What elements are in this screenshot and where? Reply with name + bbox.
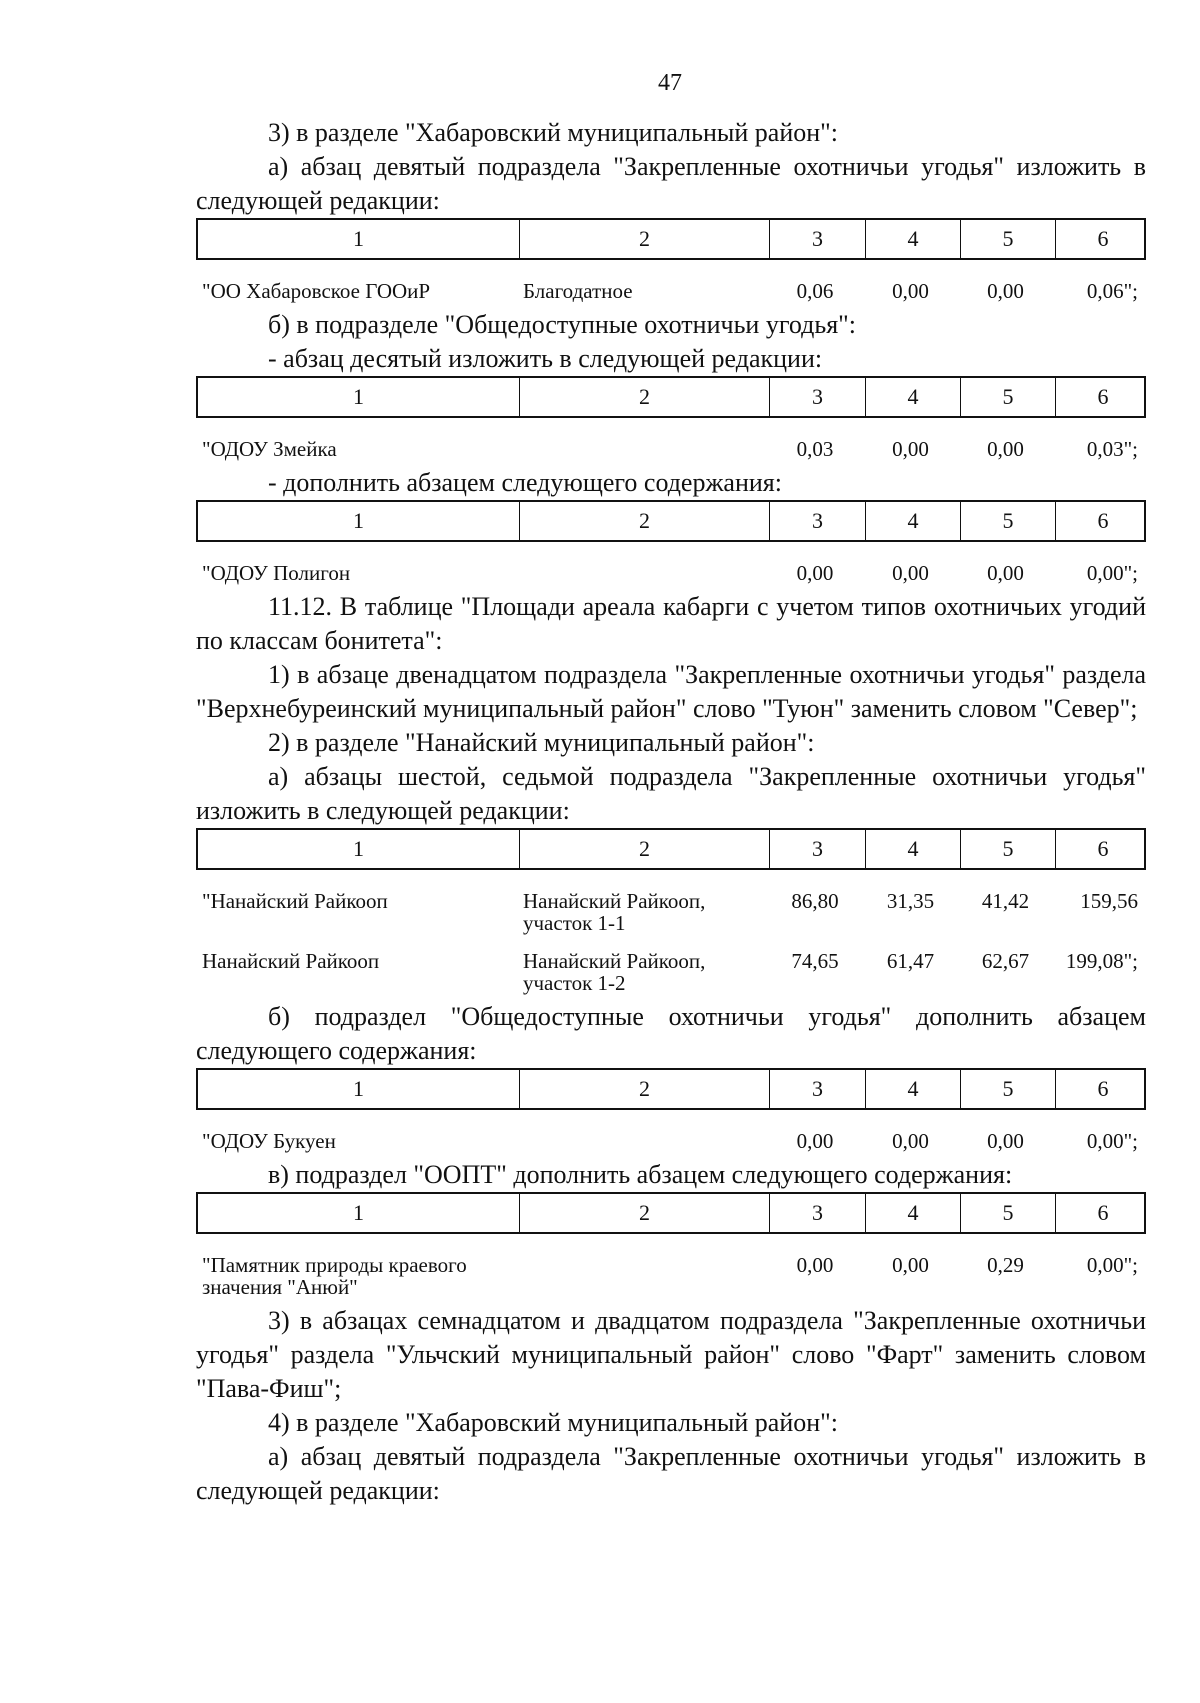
table-header bbox=[196, 1068, 1146, 1110]
paragraph: б) подраздел "Общедоступные охотничьи угодья" дополнить абзацем следующего содержания: bbox=[196, 1002, 1146, 1065]
header-cell: 2 bbox=[519, 220, 769, 258]
table-row bbox=[196, 950, 1146, 994]
paragraph: а) абзац девятый подраздела "Закрепленные охотничьи угодья" изложить в следующей редакции: bbox=[196, 152, 1146, 215]
table-cell: 0,00 bbox=[796, 561, 834, 585]
paragraph: а) абзац девятый подраздела "Закрепленные охотничьи угодья" изложить в следующей редакции: bbox=[196, 1442, 1146, 1505]
paragraph: 2) в разделе "Нанайский муниципальный район": bbox=[268, 728, 815, 757]
header-cell: 1 bbox=[353, 1076, 364, 1101]
table-cell: 41,42 bbox=[981, 889, 1030, 913]
table-cell: 0,06"; bbox=[1086, 279, 1138, 303]
table-cell: 0,00 bbox=[796, 1253, 834, 1277]
header-cell: 1 bbox=[353, 836, 364, 861]
table-cell bbox=[517, 438, 767, 460]
table-cell: "Нанайский Райкооп bbox=[202, 889, 388, 913]
table-row bbox=[196, 280, 1146, 302]
header-cell: 2 bbox=[519, 1070, 769, 1108]
header-cell: 5 bbox=[960, 220, 1055, 258]
table-cell: 199,08"; bbox=[1065, 949, 1138, 973]
header-cell: 1 bbox=[353, 1200, 364, 1225]
data-table bbox=[196, 1192, 1146, 1298]
table-cell bbox=[517, 562, 767, 584]
header-cell: 6 bbox=[1055, 220, 1150, 258]
table-header bbox=[196, 828, 1146, 870]
table-cell: 31,35 bbox=[886, 889, 935, 913]
table-cell: Нанайский Райкооп, участок 1-1 bbox=[523, 889, 706, 935]
table-cell: 0,00 bbox=[892, 437, 929, 461]
table-cell: Благодатное bbox=[523, 279, 633, 303]
paragraph: 3) в разделе "Хабаровский муниципальный район": bbox=[268, 118, 839, 147]
table-cell: 0,00"; bbox=[1086, 1129, 1138, 1153]
header-cell: 6 bbox=[1055, 1070, 1150, 1108]
table-row bbox=[196, 562, 1146, 584]
header-cell: 6 bbox=[1055, 1194, 1150, 1232]
table-cell: 74,65 bbox=[791, 949, 839, 973]
data-table bbox=[196, 828, 1146, 994]
header-cell: 4 bbox=[865, 378, 960, 416]
paragraph: 3) в абзацах семнадцатом и двадцатом подраздела "Закрепленные охотничьи угодья" раздела "Ульчский муниципальный район" слово "Фарт" заменить словом "Пава-Фиш"; bbox=[196, 1306, 1146, 1403]
table-cell: "ОДОУ Полигон bbox=[202, 561, 351, 585]
table-cell: 0,03 bbox=[796, 437, 834, 461]
header-cell: 2 bbox=[519, 502, 769, 540]
table-cell: Нанайский Райкооп bbox=[202, 949, 380, 973]
header-cell: 5 bbox=[960, 830, 1055, 868]
table-header bbox=[196, 376, 1146, 418]
header-cell: 4 bbox=[865, 502, 960, 540]
document-body bbox=[196, 116, 1146, 1508]
table-cell: 0,00"; bbox=[1086, 1253, 1138, 1277]
header-cell: 6 bbox=[1055, 502, 1150, 540]
table-cell: 0,00 bbox=[987, 437, 1024, 461]
header-cell: 3 bbox=[769, 378, 865, 416]
table-cell: "Памятник природы краевого значения "Анюй" bbox=[202, 1253, 467, 1299]
paragraph: б) в подразделе "Общедоступные охотничьи угодья": bbox=[268, 310, 856, 339]
header-cell: 4 bbox=[865, 220, 960, 258]
table-cell: 0,00"; bbox=[1086, 561, 1138, 585]
header-cell: 6 bbox=[1055, 378, 1150, 416]
table-row bbox=[196, 1130, 1146, 1152]
table-cell bbox=[517, 1130, 767, 1152]
header-cell: 5 bbox=[960, 502, 1055, 540]
header-cell: 6 bbox=[1055, 830, 1150, 868]
table-cell bbox=[517, 1254, 767, 1298]
table-row bbox=[196, 1254, 1146, 1298]
table-row bbox=[196, 890, 1146, 934]
table-cell: "ОО Хабаровское ГООиР bbox=[202, 279, 431, 303]
header-cell: 3 bbox=[769, 1194, 865, 1232]
table-cell: 86,80 bbox=[791, 889, 839, 913]
paragraph: 11.12. В таблице "Площади ареала кабарги с учетом типов охотничьих угодий по классам бонитета": bbox=[196, 592, 1146, 655]
table-header bbox=[196, 1192, 1146, 1234]
table-cell: 0,00 bbox=[796, 1129, 834, 1153]
header-cell: 3 bbox=[769, 1070, 865, 1108]
page-number: 47 bbox=[658, 70, 682, 96]
paragraph: а) абзацы шестой, седьмой подраздела "Закрепленные охотничьи угодья" изложить в следующей редакции: bbox=[196, 762, 1146, 825]
data-table bbox=[196, 1068, 1146, 1152]
data-table bbox=[196, 376, 1146, 460]
table-cell: 0,00 bbox=[987, 279, 1024, 303]
header-cell: 2 bbox=[519, 1194, 769, 1232]
header-cell: 2 bbox=[519, 830, 769, 868]
header-cell: 5 bbox=[960, 1194, 1055, 1232]
data-table bbox=[196, 500, 1146, 584]
header-cell: 1 bbox=[353, 508, 364, 533]
table-cell: 0,03"; bbox=[1086, 437, 1138, 461]
table-cell: 0,00 bbox=[892, 1253, 929, 1277]
data-table bbox=[196, 218, 1146, 302]
header-cell: 5 bbox=[960, 378, 1055, 416]
table-cell: 0,00 bbox=[892, 279, 929, 303]
table-cell: 0,00 bbox=[987, 561, 1024, 585]
table-cell: "ОДОУ Змейка bbox=[202, 437, 337, 461]
header-cell: 3 bbox=[769, 220, 865, 258]
table-cell: Нанайский Райкооп, участок 1-2 bbox=[523, 949, 706, 995]
paragraph: в) подраздел "ООПТ" дополнить абзацем следующего содержания: bbox=[268, 1160, 1013, 1189]
header-cell: 1 bbox=[353, 226, 364, 251]
header-cell: 5 bbox=[960, 1070, 1055, 1108]
header-cell: 2 bbox=[519, 378, 769, 416]
table-cell: 0,00 bbox=[987, 1129, 1024, 1153]
paragraph: 4) в разделе "Хабаровский муниципальный район": bbox=[268, 1408, 839, 1437]
table-cell: 0,00 bbox=[892, 1129, 929, 1153]
header-cell: 4 bbox=[865, 1070, 960, 1108]
table-header bbox=[196, 500, 1146, 542]
table-cell: 61,47 bbox=[886, 949, 935, 973]
table-row bbox=[196, 438, 1146, 460]
paragraph: - дополнить абзацем следующего содержания: bbox=[268, 468, 782, 497]
header-cell: 3 bbox=[769, 502, 865, 540]
paragraph: - абзац десятый изложить в следующей редакции: bbox=[268, 344, 823, 373]
table-cell: 62,67 bbox=[981, 949, 1030, 973]
table-cell: 159,56 bbox=[1080, 889, 1138, 913]
header-cell: 4 bbox=[865, 1194, 960, 1232]
header-cell: 1 bbox=[353, 384, 364, 409]
header-cell: 3 bbox=[769, 830, 865, 868]
table-cell: 0,29 bbox=[987, 1253, 1024, 1277]
table-cell: "ОДОУ Букуен bbox=[202, 1129, 336, 1153]
table-header bbox=[196, 218, 1146, 260]
table-cell: 0,06 bbox=[796, 279, 834, 303]
table-cell: 0,00 bbox=[892, 561, 929, 585]
paragraph: 1) в абзаце двенадцатом подраздела "Закрепленные охотничьи угодья" раздела "Верхнебуреинский муниципальный район" слово "Туюн" заменить словом "Север"; bbox=[196, 660, 1146, 723]
header-cell: 4 bbox=[865, 830, 960, 868]
